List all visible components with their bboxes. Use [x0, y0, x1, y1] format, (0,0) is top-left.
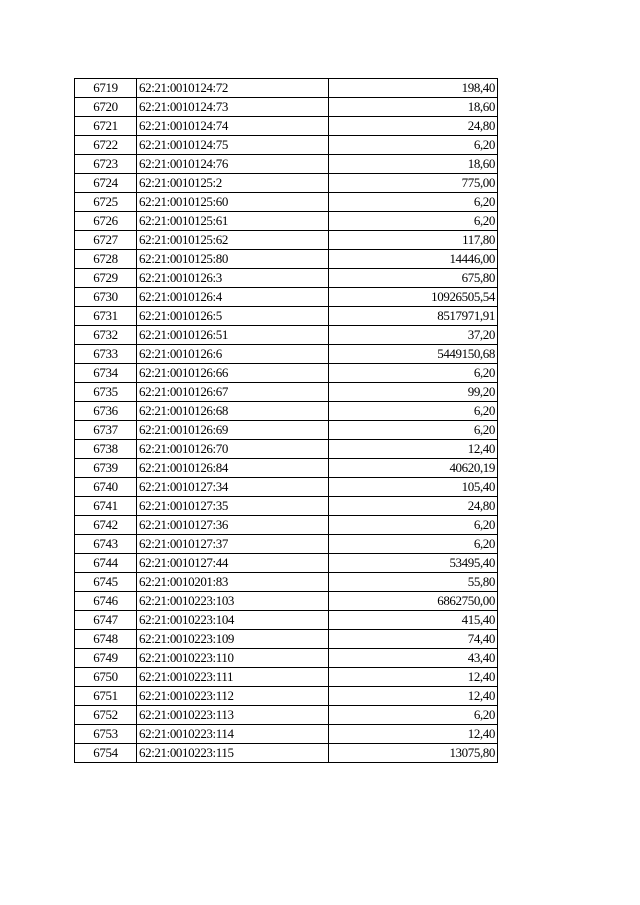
table-row — [75, 592, 498, 611]
table-row — [75, 193, 498, 212]
table-row — [75, 269, 498, 288]
row-number-cell: 6733 — [75, 345, 137, 364]
cadastral-number-cell: 62:21:0010126:66 — [137, 364, 329, 383]
cadastral-number-cell: 62:21:0010223:112 — [137, 687, 329, 706]
row-number-cell: 6751 — [75, 687, 137, 706]
table-row — [75, 611, 498, 630]
row-number-cell: 6745 — [75, 573, 137, 592]
row-number-cell: 6740 — [75, 478, 137, 497]
table-row — [75, 630, 498, 649]
value-cell: 8517971,91 — [329, 307, 498, 326]
table-row — [75, 364, 498, 383]
value-cell: 40620,19 — [329, 459, 498, 478]
value-cell: 775,00 — [329, 174, 498, 193]
value-cell: 53495,40 — [329, 554, 498, 573]
value-cell: 10926505,54 — [329, 288, 498, 307]
row-number-cell: 6734 — [75, 364, 137, 383]
table-row — [75, 535, 498, 554]
row-number-cell: 6750 — [75, 668, 137, 687]
table-row — [75, 155, 498, 174]
row-number-cell: 6728 — [75, 250, 137, 269]
cadastral-number-cell: 62:21:0010127:34 — [137, 478, 329, 497]
row-number-cell: 6730 — [75, 288, 137, 307]
value-cell: 74,40 — [329, 630, 498, 649]
cadastral-number-cell: 62:21:0010124:72 — [137, 79, 329, 98]
row-number-cell: 6719 — [75, 79, 137, 98]
value-cell: 6,20 — [329, 706, 498, 725]
row-number-cell: 6723 — [75, 155, 137, 174]
table-row — [75, 136, 498, 155]
value-cell: 12,40 — [329, 725, 498, 744]
value-cell: 6862750,00 — [329, 592, 498, 611]
row-number-cell: 6752 — [75, 706, 137, 725]
row-number-cell: 6724 — [75, 174, 137, 193]
value-cell: 6,20 — [329, 364, 498, 383]
row-number-cell: 6748 — [75, 630, 137, 649]
value-cell: 55,80 — [329, 573, 498, 592]
cadastral-number-cell: 62:21:0010124:74 — [137, 117, 329, 136]
cadastral-number-cell: 62:21:0010125:61 — [137, 212, 329, 231]
row-number-cell: 6736 — [75, 402, 137, 421]
row-number-cell: 6735 — [75, 383, 137, 402]
cadastral-number-cell: 62:21:0010223:111 — [137, 668, 329, 687]
cadastral-number-cell: 62:21:0010127:37 — [137, 535, 329, 554]
table-row — [75, 725, 498, 744]
value-cell: 6,20 — [329, 421, 498, 440]
table-row — [75, 459, 498, 478]
cadastral-number-cell: 62:21:0010223:109 — [137, 630, 329, 649]
table-row — [75, 231, 498, 250]
value-cell: 6,20 — [329, 535, 498, 554]
row-number-cell: 6732 — [75, 326, 137, 345]
cadastral-number-cell: 62:21:0010223:115 — [137, 744, 329, 763]
cadastral-number-cell: 62:21:0010223:113 — [137, 706, 329, 725]
table-row — [75, 421, 498, 440]
value-cell: 99,20 — [329, 383, 498, 402]
row-number-cell: 6741 — [75, 497, 137, 516]
cadastral-number-cell: 62:21:0010124:75 — [137, 136, 329, 155]
table-row — [75, 250, 498, 269]
cadastral-number-cell: 62:21:0010125:60 — [137, 193, 329, 212]
value-cell: 18,60 — [329, 155, 498, 174]
table-row — [75, 668, 498, 687]
table-row — [75, 744, 498, 763]
row-number-cell: 6726 — [75, 212, 137, 231]
cadastral-number-cell: 62:21:0010125:2 — [137, 174, 329, 193]
value-cell: 117,80 — [329, 231, 498, 250]
row-number-cell: 6729 — [75, 269, 137, 288]
value-cell: 24,80 — [329, 117, 498, 136]
table-row — [75, 402, 498, 421]
cadastral-number-cell: 62:21:0010126:5 — [137, 307, 329, 326]
table-row — [75, 706, 498, 725]
cadastral-number-cell: 62:21:0010126:6 — [137, 345, 329, 364]
value-cell: 198,40 — [329, 79, 498, 98]
row-number-cell: 6738 — [75, 440, 137, 459]
value-cell: 415,40 — [329, 611, 498, 630]
table-row — [75, 573, 498, 592]
table-row — [75, 554, 498, 573]
table-row — [75, 326, 498, 345]
value-cell: 6,20 — [329, 402, 498, 421]
table-row — [75, 212, 498, 231]
row-number-cell: 6731 — [75, 307, 137, 326]
table-row — [75, 478, 498, 497]
table-row — [75, 288, 498, 307]
value-cell: 12,40 — [329, 440, 498, 459]
cadastral-number-cell: 62:21:0010126:51 — [137, 326, 329, 345]
row-number-cell: 6749 — [75, 649, 137, 668]
value-cell: 675,80 — [329, 269, 498, 288]
value-cell: 6,20 — [329, 212, 498, 231]
table-row — [75, 98, 498, 117]
cadastral-number-cell: 62:21:0010126:70 — [137, 440, 329, 459]
row-number-cell: 6742 — [75, 516, 137, 535]
table-body — [75, 79, 498, 763]
row-number-cell: 6721 — [75, 117, 137, 136]
row-number-cell: 6744 — [75, 554, 137, 573]
row-number-cell: 6739 — [75, 459, 137, 478]
value-cell: 18,60 — [329, 98, 498, 117]
cadastral-number-cell: 62:21:0010126:3 — [137, 269, 329, 288]
value-cell: 12,40 — [329, 687, 498, 706]
value-cell: 12,40 — [329, 668, 498, 687]
table-row — [75, 383, 498, 402]
cadastral-number-cell: 62:21:0010125:62 — [137, 231, 329, 250]
row-number-cell: 6753 — [75, 725, 137, 744]
cadastral-number-cell: 62:21:0010126:69 — [137, 421, 329, 440]
cadastral-number-cell: 62:21:0010223:104 — [137, 611, 329, 630]
table-row — [75, 345, 498, 364]
cadastral-number-cell: 62:21:0010125:80 — [137, 250, 329, 269]
table-row — [75, 516, 498, 535]
cadastral-number-cell: 62:21:0010126:4 — [137, 288, 329, 307]
cadastral-number-cell: 62:21:0010201:83 — [137, 573, 329, 592]
value-cell: 37,20 — [329, 326, 498, 345]
row-number-cell: 6747 — [75, 611, 137, 630]
row-number-cell: 6746 — [75, 592, 137, 611]
cadastral-number-cell: 62:21:0010127:35 — [137, 497, 329, 516]
row-number-cell: 6722 — [75, 136, 137, 155]
cadastral-number-cell: 62:21:0010124:73 — [137, 98, 329, 117]
table-row — [75, 440, 498, 459]
cadastral-number-cell: 62:21:0010223:114 — [137, 725, 329, 744]
cadastral-number-cell: 62:21:0010124:76 — [137, 155, 329, 174]
cadastral-number-cell: 62:21:0010126:67 — [137, 383, 329, 402]
value-cell: 6,20 — [329, 136, 498, 155]
row-number-cell: 6754 — [75, 744, 137, 763]
table-row — [75, 497, 498, 516]
value-cell: 6,20 — [329, 516, 498, 535]
cadastral-number-cell: 62:21:0010126:84 — [137, 459, 329, 478]
table-row — [75, 117, 498, 136]
value-cell: 105,40 — [329, 478, 498, 497]
value-cell: 5449150,68 — [329, 345, 498, 364]
table-row — [75, 649, 498, 668]
row-number-cell: 6720 — [75, 98, 137, 117]
cadastral-number-cell: 62:21:0010126:68 — [137, 402, 329, 421]
row-number-cell: 6727 — [75, 231, 137, 250]
table-row — [75, 687, 498, 706]
row-number-cell: 6743 — [75, 535, 137, 554]
row-number-cell: 6737 — [75, 421, 137, 440]
cadastral-number-cell: 62:21:0010223:110 — [137, 649, 329, 668]
table-row — [75, 174, 498, 193]
table-row — [75, 307, 498, 326]
row-number-cell: 6725 — [75, 193, 137, 212]
value-cell: 6,20 — [329, 193, 498, 212]
cadastral-number-cell: 62:21:0010127:44 — [137, 554, 329, 573]
table-row — [75, 79, 498, 98]
cadastral-number-cell: 62:21:0010127:36 — [137, 516, 329, 535]
value-cell: 43,40 — [329, 649, 498, 668]
value-cell: 24,80 — [329, 497, 498, 516]
cadastral-number-cell: 62:21:0010223:103 — [137, 592, 329, 611]
value-cell: 13075,80 — [329, 744, 498, 763]
value-cell: 14446,00 — [329, 250, 498, 269]
data-table — [74, 78, 498, 763]
